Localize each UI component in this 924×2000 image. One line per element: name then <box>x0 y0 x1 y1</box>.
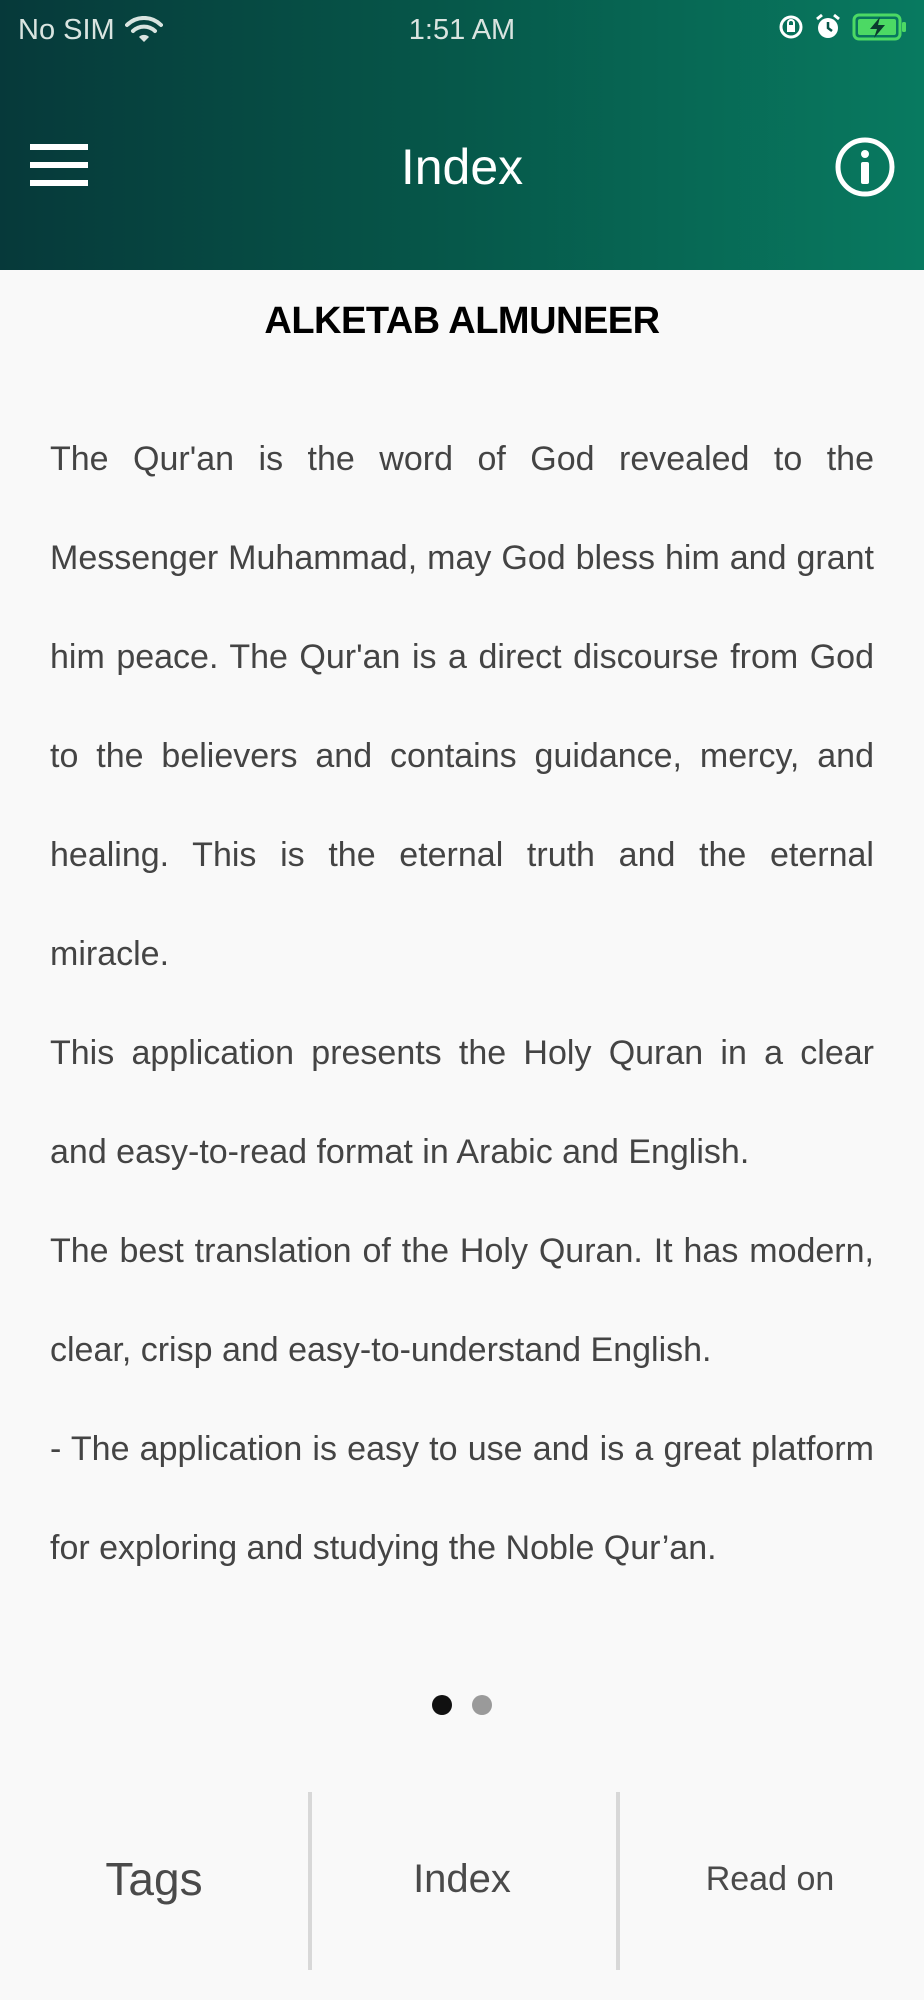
bottom-tab-bar <box>0 1788 924 1970</box>
battery-charging-icon <box>852 12 908 42</box>
status-time: 1:51 AM <box>408 14 516 46</box>
info-icon[interactable] <box>834 136 896 198</box>
orientation-lock-icon <box>778 12 804 42</box>
paragraph-presentation: This application presents the Holy Quran in a clear and easy-to-read format in Arabic and English. <box>50 1034 874 1171</box>
content-body <box>50 410 874 1598</box>
content-title: ALKETAB ALMUNEER <box>264 300 660 342</box>
paragraph-usage: - The application is easy to use and is a great platform for exploring and studying the Noble Qur’an. <box>50 1430 874 1567</box>
status-icons <box>778 12 908 42</box>
app-header <box>0 0 924 270</box>
status-bar <box>0 0 924 62</box>
paragraph-intro: The Qur'an is the word of God revealed to the Messenger Muhammad, may God bless him and grant him peace. The Qur'an is a direct discourse from God to the believers and contains guidance, mercy, and healing. This is the eternal truth and the eternal miracle. <box>50 440 874 973</box>
paragraph-translation: The best translation of the Holy Quran. It has modern, clear, crisp and easy-to-understand English. <box>50 1232 874 1369</box>
page-title: Index <box>400 139 524 195</box>
tab-index[interactable]: Index <box>308 1788 616 1970</box>
tab-read-on[interactable]: Read on <box>616 1788 924 1970</box>
page-dot-1[interactable] <box>432 1695 452 1715</box>
carrier-label: No SIM <box>18 14 115 46</box>
navigation-bar <box>0 62 924 270</box>
tab-tags[interactable]: Tags <box>105 1853 203 1905</box>
alarm-icon <box>814 12 842 42</box>
page-indicator[interactable] <box>0 1695 924 1715</box>
page-dot-2[interactable] <box>472 1695 492 1715</box>
